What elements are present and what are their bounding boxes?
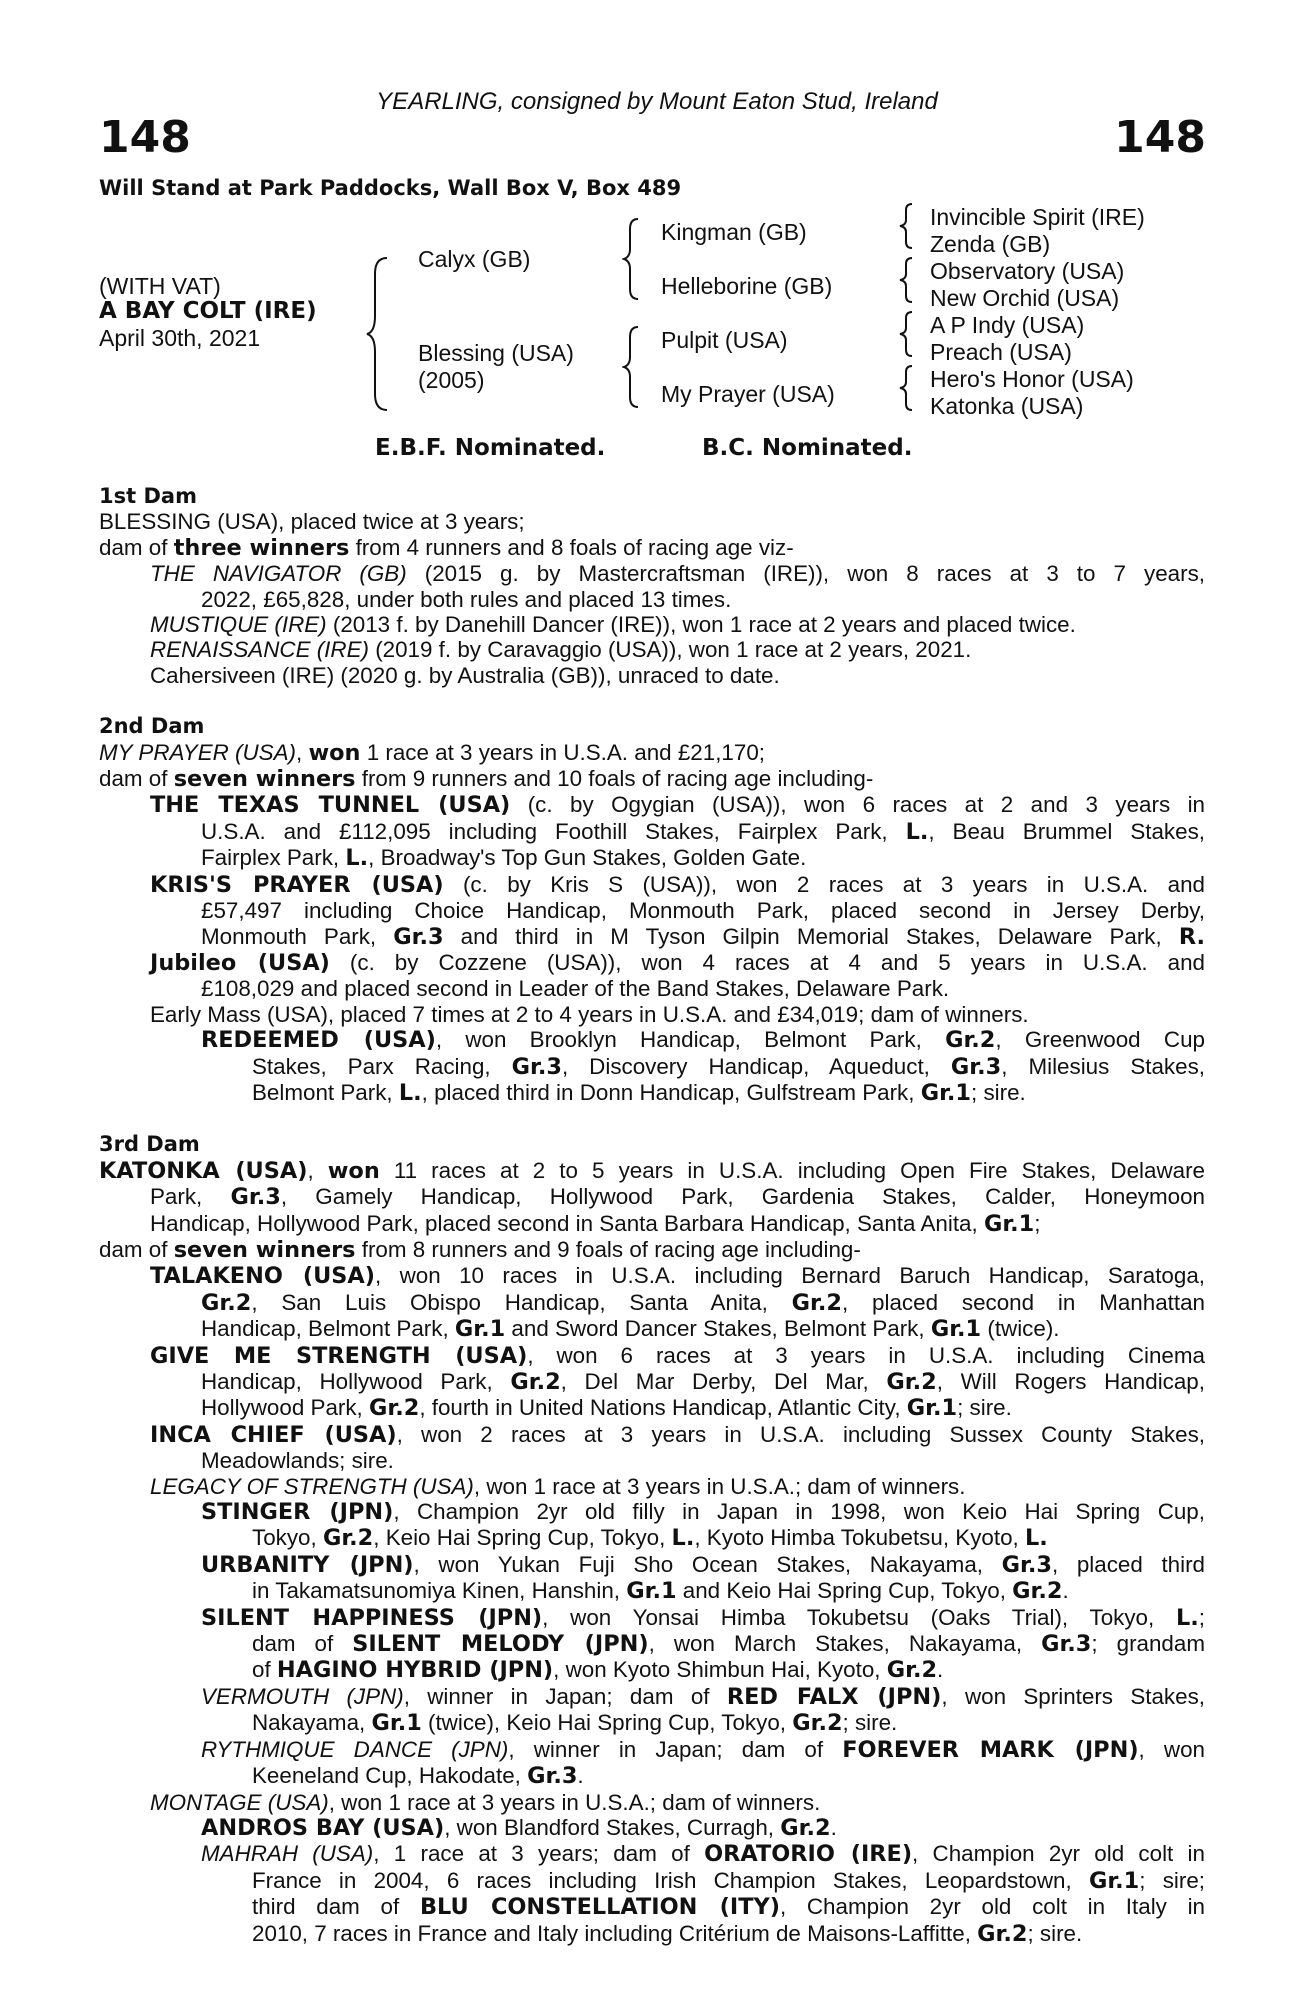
second-dam-line: dam of seven winners from 9 runners and 10 foals of racing age including- bbox=[99, 766, 874, 793]
third-dam-line: dam of seven winners from 8 runners and 9 foals of racing age including- bbox=[99, 1236, 861, 1263]
third-dam-line: VERMOUTH (JPN), winner in Japan; dam of RED FALX (JPN), won Sprinters Stakes, bbox=[201, 1683, 1205, 1710]
pedigree-g1: Invincible Spirit (IRE) bbox=[930, 204, 1145, 230]
pedigree-g6: Preach (USA) bbox=[930, 339, 1072, 365]
third-dam-line: Gr.2, San Luis Obispo Handicap, Santa Anita, Gr.2, placed second in Manhattan bbox=[201, 1289, 1206, 1316]
pedigree-sire-dam: Helleborine (GB) bbox=[661, 273, 833, 299]
third-dam-line: France in 2004, 6 races including Irish Champion Stakes, Leopardstown, Gr.1; sire; bbox=[252, 1867, 1205, 1894]
third-dam-line: Meadowlands; sire. bbox=[201, 1448, 394, 1474]
pedigree-g7: Hero's Honor (USA) bbox=[930, 366, 1134, 392]
pedigree-g3: Observatory (USA) bbox=[930, 258, 1125, 284]
pedigree-sire-sire: Kingman (GB) bbox=[661, 219, 807, 245]
first-dam-line: 2022, £65,828, under both rules and placed 13 times. bbox=[201, 586, 732, 612]
foaling-date: April 30th, 2021 bbox=[99, 325, 261, 351]
second-dam-line: Early Mass (USA), placed 7 times at 2 to 4 years in U.S.A. and £34,019; dam of winners. bbox=[150, 1001, 1029, 1027]
third-dam-line: URBANITY (JPN), won Yukan Fuji Sho Ocean Stakes, Nakayama, Gr.3, placed third bbox=[201, 1551, 1205, 1578]
pedigree-dam: Blessing (USA) bbox=[418, 340, 574, 366]
pedigree-g4: New Orchid (USA) bbox=[930, 285, 1120, 311]
bc-nomination: B.C. Nominated. bbox=[702, 435, 913, 461]
third-dam-line: TALAKENO (USA), won 10 races in U.S.A. including Bernard Baruch Handicap, Saratoga, bbox=[150, 1263, 1205, 1290]
third-dam-line: RYTHMIQUE DANCE (JPN), winner in Japan; dam of FOREVER MARK (JPN), won bbox=[201, 1736, 1205, 1763]
first-dam-line: BLESSING (USA), placed twice at 3 years; bbox=[99, 509, 525, 535]
catalogue-body bbox=[99, 484, 1205, 1947]
third-dam-line: SILENT HAPPINESS (JPN), won Yonsai Himba Tokubetsu (Oaks Trial), Tokyo, L.; bbox=[201, 1604, 1205, 1631]
third-dam-line: MAHRAH (USA), 1 race at 3 years; dam of ORATORIO (IRE), Champion 2yr old colt in bbox=[201, 1841, 1205, 1868]
third-dam-line: 2010, 7 races in France and Italy including Critérium de Maisons-Laffitte, Gr.2; sire. bbox=[252, 1920, 1083, 1947]
first-dam-heading: 1st Dam bbox=[99, 484, 197, 508]
third-dam-line: INCA CHIEF (USA), won 2 races at 3 years in U.S.A. including Sussex County Stakes, bbox=[150, 1421, 1205, 1448]
horse-name: A BAY COLT (IRE) bbox=[99, 298, 317, 324]
third-dam-line: third dam of BLU CONSTELLATION (ITY), Champion 2yr old colt in Italy in bbox=[252, 1894, 1206, 1921]
third-dam-line: Handicap, Belmont Park, Gr.1 and Sword Dancer Stakes, Belmont Park, Gr.1 (twice). bbox=[201, 1316, 1060, 1343]
third-dam-heading: 3rd Dam bbox=[99, 1132, 200, 1157]
pedigree-brace-g2 bbox=[898, 256, 918, 304]
pedigree-dam-dam: My Prayer (USA) bbox=[661, 381, 835, 407]
third-dam-line: dam of SILENT MELODY (JPN), won March Stakes, Nakayama, Gr.3; grandam bbox=[252, 1631, 1205, 1658]
second-dam-line: THE TEXAS TUNNEL (USA) (c. by Ogygian (USA)), won 6 races at 2 and 3 years in bbox=[150, 792, 1206, 819]
pedigree-dam-year: (2005) bbox=[418, 367, 485, 393]
third-dam-line: Handicap, Hollywood Park, Gr.2, Del Mar Derby, Del Mar, Gr.2, Will Rogers Handicap, bbox=[201, 1369, 1205, 1395]
pedigree-g5: A P Indy (USA) bbox=[930, 312, 1085, 338]
pedigree-brace-g4 bbox=[898, 364, 918, 412]
second-dam-line: KRIS'S PRAYER (USA) (c. by Kris S (USA)), won 2 races at 3 years in U.S.A. and bbox=[150, 871, 1205, 898]
third-dam-line: GIVE ME STRENGTH (USA), won 6 races at 3 years in U.S.A. including Cinema bbox=[150, 1342, 1205, 1369]
third-dam-line: Hollywood Park, Gr.2, fourth in United Nations Handicap, Atlantic City, Gr.1; sire. bbox=[201, 1395, 1012, 1422]
pedigree-g2: Zenda (GB) bbox=[930, 231, 1051, 257]
second-dam-line: Jubileo (USA) (c. by Cozzene (USA)), won 4 races at 4 and 5 years in U.S.A. and bbox=[150, 949, 1205, 976]
second-dam-line: Fairplex Park, L., Broadway's Top Gun Stakes, Golden Gate. bbox=[201, 845, 807, 872]
third-dam-line: in Takamatsunomiya Kinen, Hanshin, Gr.1 and Keio Hai Spring Cup, Tokyo, Gr.2. bbox=[252, 1578, 1069, 1605]
second-dam-line: MY PRAYER (USA), won 1 race at 3 years in U.S.A. and £21,170; bbox=[99, 739, 765, 766]
second-dam-heading: 2nd Dam bbox=[99, 714, 205, 739]
stand-location: Will Stand at Park Paddocks, Wall Box V, Box 489 bbox=[99, 176, 682, 200]
consignment-header: YEARLING, consigned by Mount Eaton Stud, Ireland bbox=[376, 88, 938, 115]
first-dam-line: dam of three winners from 4 runners and 8 foals of racing age viz- bbox=[99, 534, 794, 561]
third-dam-line: Handicap, Hollywood Park, placed second in Santa Barbara Handicap, Santa Anita, Gr.1; bbox=[150, 1210, 1041, 1237]
third-dam-line: Park, Gr.3, Gamely Handicap, Hollywood Park, Gardenia Stakes, Calder, Honeymoon bbox=[150, 1184, 1206, 1211]
lot-number-left: 148 bbox=[99, 112, 191, 163]
second-dam-line: £108,029 and placed second in Leader of the Band Stakes, Delaware Park. bbox=[201, 976, 950, 1002]
pedigree-brace-main bbox=[365, 254, 395, 414]
second-dam-line: Monmouth Park, Gr.3 and third in M Tyson Gilpin Memorial Stakes, Delaware Park, R. bbox=[201, 923, 1205, 950]
third-dam-line: STINGER (JPN), Champion 2yr old filly in Japan in 1998, won Keio Hai Spring Cup, bbox=[201, 1499, 1205, 1526]
third-dam-line: LEGACY OF STRENGTH (USA), won 1 race at 3 years in U.S.A.; dam of winners. bbox=[150, 1473, 966, 1499]
third-dam-line: Tokyo, Gr.2, Keio Hai Spring Cup, Tokyo, L., Kyoto Himba Tokubetsu, Kyoto, L. bbox=[252, 1525, 1048, 1552]
pedigree-brace-g3 bbox=[898, 310, 918, 358]
vat-note: (WITH VAT) bbox=[99, 273, 221, 299]
pedigree-g8: Katonka (USA) bbox=[930, 393, 1084, 419]
third-dam-line: ANDROS BAY (USA), won Blandford Stakes, Curragh, Gr.2. bbox=[201, 1814, 837, 1841]
pedigree-brace-dam bbox=[622, 324, 644, 410]
first-dam-line: RENAISSANCE (IRE) (2019 f. by Caravaggio (USA)), won 1 race at 2 years, 2021. bbox=[150, 637, 972, 663]
pedigree-dam-sire: Pulpit (USA) bbox=[661, 327, 788, 353]
second-dam-line: £57,497 including Choice Handicap, Monmouth Park, placed second in Jersey Derby, bbox=[201, 898, 1205, 924]
first-dam-line: Cahersiveen (IRE) (2020 g. by Australia (GB)), unraced to date. bbox=[150, 662, 780, 688]
lot-number-right: 148 bbox=[1114, 112, 1206, 163]
pedigree-brace-sire bbox=[622, 216, 644, 302]
second-dam-line: U.S.A. and £112,095 including Foothill Stakes, Fairplex Park, L., Beau Brummel Stakes, bbox=[201, 818, 1205, 845]
second-dam-line: Stakes, Parx Racing, Gr.3, Discovery Handicap, Aqueduct, Gr.3, Milesius Stakes, bbox=[252, 1053, 1205, 1080]
third-dam-line: of HAGINO HYBRID (JPN), won Kyoto Shimbun Hai, Kyoto, Gr.2. bbox=[252, 1657, 944, 1684]
first-dam-line: THE NAVIGATOR (GB) (2015 g. by Mastercraftsman (IRE)), won 8 races at 3 to 7 years, bbox=[150, 561, 1205, 587]
second-dam-line: Belmont Park, L., placed third in Donn Handicap, Gulfstream Park, Gr.1; sire. bbox=[252, 1079, 1026, 1106]
third-dam-line: Keeneland Cup, Hakodate, Gr.3. bbox=[252, 1763, 584, 1790]
third-dam-line: MONTAGE (USA), won 1 race at 3 years in U.S.A.; dam of winners. bbox=[150, 1789, 821, 1815]
third-dam-line: Nakayama, Gr.1 (twice), Keio Hai Spring Cup, Tokyo, Gr.2; sire. bbox=[252, 1710, 898, 1737]
first-dam-line: MUSTIQUE (IRE) (2013 f. by Danehill Dancer (IRE)), won 1 race at 2 years and placed twice. bbox=[150, 612, 1076, 638]
second-dam-line: REDEEMED (USA), won Brooklyn Handicap, Belmont Park, Gr.2, Greenwood Cup bbox=[201, 1027, 1205, 1054]
pedigree-sire: Calyx (GB) bbox=[418, 246, 531, 272]
third-dam-line: KATONKA (USA), won 11 races at 2 to 5 years in U.S.A. including Open Fire Stakes, Delaware bbox=[99, 1157, 1205, 1184]
pedigree-brace-g1 bbox=[898, 202, 918, 250]
ebf-nomination: E.B.F. Nominated. bbox=[375, 435, 606, 461]
